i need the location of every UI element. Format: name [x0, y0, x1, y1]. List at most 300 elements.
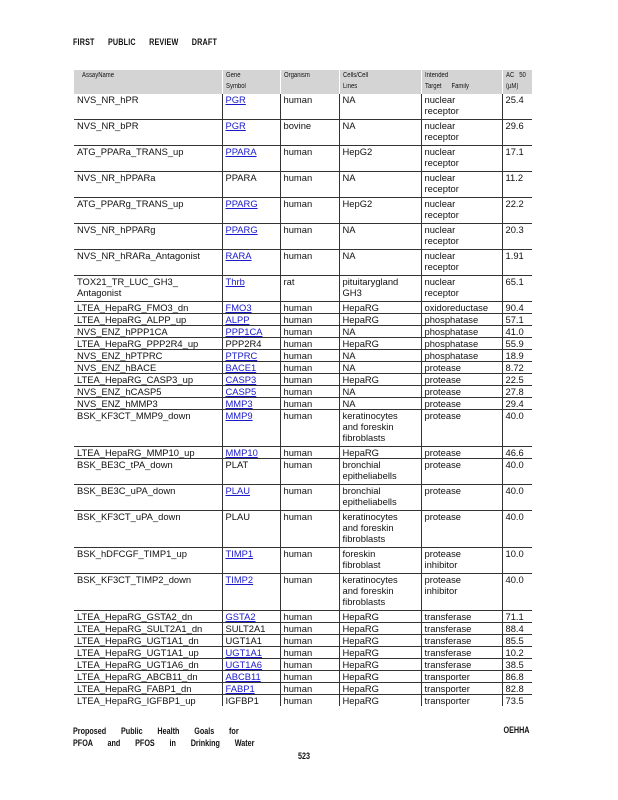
- cell-cells-text: HepaRG: [342, 659, 379, 670]
- cell-organism: [280, 548, 339, 574]
- table-row: [74, 548, 532, 574]
- cell-assay-name-text: BSK_KF3CT_uPA_down: [77, 511, 181, 522]
- gene-link[interactable]: PLAU: [225, 485, 250, 496]
- cell-organism-text: human: [283, 302, 313, 313]
- cell-assay-name: [74, 224, 222, 250]
- page-number: 523: [298, 751, 311, 761]
- cell-assay-name: [74, 647, 222, 659]
- cell-ac50-text: 27.8: [505, 386, 524, 397]
- cell-cells: [339, 635, 421, 647]
- cell-cells-text: HepG2: [342, 146, 373, 157]
- cell-assay-name: [74, 447, 222, 459]
- cell-organism: [280, 659, 339, 671]
- table-row: [74, 314, 532, 326]
- cell-cells-text: pituitarygland GH3: [342, 276, 399, 298]
- cell-cells: [339, 326, 421, 338]
- cell-cells-text: keratinocytes and foreskin fibroblasts: [342, 511, 398, 544]
- cell-gene-symbol[interactable]: [222, 410, 280, 447]
- cell-assay-name: [74, 623, 222, 635]
- cell-assay-name-text: NVS_ENZ_hPTPRC: [77, 350, 163, 361]
- cell-target-family: [421, 302, 502, 314]
- cell-organism-text: human: [283, 447, 313, 458]
- col-header-organism: Organism: [280, 70, 339, 94]
- cell-assay-name: [74, 459, 222, 485]
- cell-organism-text: human: [283, 659, 313, 670]
- cell-ac50-text: 18.9: [505, 350, 524, 361]
- cell-target-family-text: nuclear receptor: [424, 120, 459, 142]
- cell-assay-name-text: NVS_NR_hPPARg: [77, 224, 156, 235]
- cell-target-family-text: transporter: [424, 683, 470, 694]
- cell-target-family-text: protease: [424, 386, 461, 397]
- cell-cells: [339, 485, 421, 511]
- gene-link[interactable]: PGR: [225, 94, 246, 105]
- cell-organism: [280, 574, 339, 611]
- gene-link[interactable]: MMP10: [225, 447, 258, 458]
- cell-gene-symbol[interactable]: [222, 326, 280, 338]
- cell-gene-symbol[interactable]: [222, 574, 280, 611]
- col-header-ac50: AC 50 (µM): [502, 70, 532, 94]
- cell-assay-name-text: LTEA_HepaRG_SULT2A1_dn: [77, 623, 203, 634]
- cell-cells-text: NA: [342, 250, 356, 261]
- gene-link[interactable]: Thrb: [225, 276, 245, 287]
- cell-ac50-text: 29.4: [505, 398, 524, 409]
- cell-cells-text: HepaRG: [342, 623, 379, 634]
- cell-assay-name: [74, 338, 222, 350]
- cell-ac50: [502, 659, 532, 671]
- cell-ac50-text: 73.5: [505, 695, 524, 706]
- footer-org: OEHHA: [503, 725, 530, 735]
- cell-cells-text: bronchial epitheliabells: [342, 459, 397, 481]
- gene-text: SULT2A1: [225, 623, 266, 634]
- table-row: [74, 362, 532, 374]
- table-row: [74, 302, 532, 314]
- cell-gene-symbol[interactable]: [222, 683, 280, 695]
- cell-cells-text: NA: [342, 362, 356, 373]
- cell-target-family-text: phosphatase: [424, 314, 479, 325]
- cell-organism-text: human: [283, 671, 313, 682]
- table-row: [74, 250, 532, 276]
- cell-organism-text: human: [283, 250, 313, 261]
- table-header-row: [74, 70, 532, 94]
- cell-organism-text: human: [283, 485, 313, 496]
- cell-organism-text: human: [283, 683, 313, 694]
- cell-organism: [280, 314, 339, 326]
- gene-link[interactable]: MMP3: [225, 398, 253, 409]
- gene-text: PLAU: [225, 511, 250, 522]
- cell-assay-name-text: ATG_PPARg_TRANS_up: [77, 198, 184, 209]
- cell-cells: [339, 410, 421, 447]
- gene-link[interactable]: GSTA2: [225, 611, 256, 622]
- cell-assay-name-text: NVS_NR_hRARa_Antagonist: [77, 250, 200, 261]
- cell-target-family: [421, 172, 502, 198]
- cell-target-family: [421, 485, 502, 511]
- gene-link[interactable]: TIMP1: [225, 548, 254, 559]
- cell-gene-symbol[interactable]: [222, 94, 280, 120]
- cell-target-family: [421, 410, 502, 447]
- cell-organism: [280, 362, 339, 374]
- cell-target-family: [421, 695, 502, 707]
- cell-ac50-text: 90.4: [505, 302, 524, 313]
- cell-assay-name-text: BSK_KF3CT_TIMP2_down: [77, 574, 192, 585]
- footer-line-1: Proposed Public Health Goals for: [73, 726, 239, 736]
- table-row: [74, 326, 532, 338]
- col-header-target: Intended Target Family: [421, 70, 502, 94]
- cell-gene-symbol[interactable]: [222, 447, 280, 459]
- cell-cells-text: NA: [342, 326, 356, 337]
- cell-cells: [339, 659, 421, 671]
- cell-ac50-text: 57.1: [505, 314, 524, 325]
- cell-target-family: [421, 447, 502, 459]
- cell-ac50-text: 82.8: [505, 683, 524, 694]
- cell-organism: [280, 146, 339, 172]
- cell-cells: [339, 362, 421, 374]
- cell-gene-symbol[interactable]: [222, 374, 280, 386]
- gene-link[interactable]: RARA: [225, 250, 252, 261]
- cell-cells-text: HepaRG: [342, 695, 379, 706]
- cell-assay-name: [74, 671, 222, 683]
- cell-organism-text: human: [283, 314, 313, 325]
- cell-cells-text: NA: [342, 172, 356, 183]
- table-row: [74, 485, 532, 511]
- cell-cells: [339, 511, 421, 548]
- cell-ac50: [502, 635, 532, 647]
- cell-ac50: [502, 574, 532, 611]
- cell-assay-name: [74, 611, 222, 623]
- cell-target-family-text: protease inhibitor: [424, 548, 461, 570]
- cell-assay-name-text: NVS_ENZ_hBACE: [77, 362, 157, 373]
- cell-cells-text: NA: [342, 350, 356, 361]
- cell-organism-text: rat: [283, 276, 295, 287]
- cell-cells: [339, 224, 421, 250]
- cell-ac50: [502, 250, 532, 276]
- cell-organism: [280, 386, 339, 398]
- cell-gene-symbol: [222, 623, 280, 635]
- cell-organism-text: human: [283, 647, 313, 658]
- table-row: [74, 398, 532, 410]
- cell-organism: [280, 683, 339, 695]
- cell-cells: [339, 250, 421, 276]
- cell-target-family-text: nuclear receptor: [424, 224, 459, 246]
- cell-target-family: [421, 326, 502, 338]
- cell-ac50: [502, 326, 532, 338]
- cell-gene-symbol: [222, 695, 280, 707]
- cell-assay-name: [74, 695, 222, 707]
- cell-assay-name: [74, 362, 222, 374]
- gene-link[interactable]: PGR: [225, 120, 246, 131]
- cell-ac50: [502, 302, 532, 314]
- cell-organism: [280, 302, 339, 314]
- cell-target-family-text: transporter: [424, 695, 470, 706]
- table-row: [74, 635, 532, 647]
- cell-cells: [339, 386, 421, 398]
- cell-ac50-text: 40.0: [505, 511, 524, 522]
- cell-assay-name-text: LTEA_HepaRG_ABCB11_dn: [77, 671, 198, 682]
- cell-gene-symbol: [222, 172, 280, 198]
- cell-organism-text: human: [283, 350, 313, 361]
- cell-ac50-text: 10.2: [505, 647, 524, 658]
- cell-target-family: [421, 120, 502, 146]
- gene-link[interactable]: ALPP: [225, 314, 250, 325]
- cell-organism: [280, 326, 339, 338]
- gene-link[interactable]: UGT1A6: [225, 659, 262, 670]
- cell-target-family-text: transporter: [424, 671, 470, 682]
- cell-assay-name: [74, 276, 222, 302]
- gene-link[interactable]: PPARG: [225, 198, 258, 209]
- gene-link[interactable]: FABP1: [225, 683, 255, 694]
- cell-target-family: [421, 94, 502, 120]
- cell-organism-text: human: [283, 398, 313, 409]
- cell-target-family-text: protease: [424, 459, 461, 470]
- footer: [73, 725, 533, 749]
- cell-cells: [339, 314, 421, 326]
- table-row: [74, 683, 532, 695]
- cell-cells: [339, 647, 421, 659]
- cell-cells: [339, 611, 421, 623]
- cell-ac50-text: 25.4: [505, 94, 524, 105]
- cell-cells: [339, 459, 421, 485]
- cell-organism-text: human: [283, 146, 313, 157]
- gene-link[interactable]: BACE1: [225, 362, 257, 373]
- cell-cells: [339, 94, 421, 120]
- cell-organism-text: human: [283, 695, 313, 706]
- gene-text: PLAT: [225, 459, 249, 470]
- cell-target-family-text: phosphatase: [424, 326, 479, 337]
- col-header-cells: Cells/Cell Lines: [339, 70, 421, 94]
- cell-cells-text: NA: [342, 224, 356, 235]
- col-header-assay: AssayName: [74, 70, 222, 94]
- cell-organism: [280, 172, 339, 198]
- cell-gene-symbol[interactable]: [222, 671, 280, 683]
- cell-cells-text: HepaRG: [342, 683, 379, 694]
- cell-ac50-text: 1.91: [505, 250, 524, 261]
- cell-assay-name: [74, 659, 222, 671]
- cell-target-family: [421, 276, 502, 302]
- cell-cells-text: NA: [342, 120, 356, 131]
- cell-organism: [280, 224, 339, 250]
- cell-gene-symbol[interactable]: [222, 250, 280, 276]
- gene-link[interactable]: UGT1A1: [225, 647, 262, 658]
- cell-gene-symbol[interactable]: [222, 386, 280, 398]
- gene-link[interactable]: CASP5: [225, 386, 257, 397]
- cell-gene-symbol[interactable]: [222, 647, 280, 659]
- cell-organism: [280, 250, 339, 276]
- table-row: [74, 671, 532, 683]
- cell-gene-symbol[interactable]: [222, 314, 280, 326]
- cell-target-family-text: transferase: [424, 623, 472, 634]
- cell-target-family-text: phosphatase: [424, 338, 479, 349]
- cell-ac50-text: 85.5: [505, 635, 524, 646]
- cell-gene-symbol[interactable]: [222, 398, 280, 410]
- cell-gene-symbol[interactable]: [222, 224, 280, 250]
- cell-target-family-text: nuclear receptor: [424, 250, 459, 272]
- cell-organism-text: human: [283, 459, 313, 470]
- cell-organism: [280, 198, 339, 224]
- cell-assay-name-text: LTEA_HepaRG_IGFBP1_up: [77, 695, 196, 706]
- cell-cells: [339, 338, 421, 350]
- cell-assay-name: [74, 120, 222, 146]
- cell-gene-symbol[interactable]: [222, 548, 280, 574]
- cell-organism-text: human: [283, 574, 313, 585]
- cell-cells-text: HepaRG: [342, 647, 379, 658]
- table-row: [74, 574, 532, 611]
- table-row: [74, 120, 532, 146]
- cell-cells: [339, 398, 421, 410]
- cell-assay-name-text: LTEA_HepaRG_UGT1A1_up: [77, 647, 199, 658]
- cell-ac50-text: 40.0: [505, 485, 524, 496]
- cell-assay-name: [74, 198, 222, 224]
- cell-cells-text: HepaRG: [342, 447, 379, 458]
- table-row: [74, 94, 532, 120]
- cell-organism: [280, 671, 339, 683]
- cell-assay-name: [74, 548, 222, 574]
- table-row: [74, 350, 532, 362]
- gene-link[interactable]: MMP9: [225, 410, 253, 421]
- cell-assay-name-text: LTEA_HepaRG_UGT1A6_dn: [77, 659, 199, 670]
- cell-target-family-text: protease: [424, 447, 461, 458]
- cell-target-family: [421, 659, 502, 671]
- cell-cells: [339, 671, 421, 683]
- table-row: [74, 611, 532, 623]
- cell-ac50-text: 40.0: [505, 410, 524, 421]
- table-row: [74, 623, 532, 635]
- cell-target-family: [421, 548, 502, 574]
- cell-assay-name-text: LTEA_HepaRG_MMP10_up: [77, 447, 195, 458]
- cell-ac50: [502, 362, 532, 374]
- cell-gene-symbol[interactable]: [222, 659, 280, 671]
- cell-ac50-text: 10.0: [505, 548, 524, 559]
- cell-ac50: [502, 386, 532, 398]
- cell-cells-text: foreskin fibroblast: [342, 548, 381, 570]
- table-row: [74, 511, 532, 548]
- cell-cells: [339, 623, 421, 635]
- gene-link[interactable]: PPARA: [225, 146, 257, 157]
- cell-organism: [280, 94, 339, 120]
- cell-ac50-text: 86.8: [505, 671, 524, 682]
- cell-ac50: [502, 671, 532, 683]
- cell-organism: [280, 350, 339, 362]
- gene-link[interactable]: TIMP2: [225, 574, 254, 585]
- cell-gene-symbol[interactable]: [222, 611, 280, 623]
- cell-organism-text: human: [283, 224, 313, 235]
- cell-ac50-text: 29.6: [505, 120, 524, 131]
- table-row: [74, 146, 532, 172]
- cell-target-family-text: transferase: [424, 659, 472, 670]
- cell-assay-name: [74, 374, 222, 386]
- cell-ac50: [502, 447, 532, 459]
- gene-link[interactable]: CASP3: [225, 374, 257, 385]
- cell-organism: [280, 485, 339, 511]
- cell-assay-name: [74, 485, 222, 511]
- cell-organism-text: human: [283, 198, 313, 209]
- cell-ac50-text: 22.5: [505, 374, 524, 385]
- draft-header: FIRST PUBLIC REVIEW DRAFT: [73, 37, 217, 47]
- cell-gene-symbol[interactable]: [222, 146, 280, 172]
- table-row: [74, 172, 532, 198]
- cell-assay-name: [74, 350, 222, 362]
- cell-ac50: [502, 459, 532, 485]
- cell-assay-name-text: LTEA_HepaRG_FMO3_dn: [77, 302, 189, 313]
- table-row: [74, 338, 532, 350]
- cell-cells-text: NA: [342, 398, 356, 409]
- table-row: [74, 647, 532, 659]
- cell-assay-name: [74, 146, 222, 172]
- footer-line-2: PFOA and PFOS in Drinking Water: [73, 738, 255, 748]
- cell-organism: [280, 120, 339, 146]
- cell-ac50: [502, 623, 532, 635]
- cell-target-family: [421, 671, 502, 683]
- gene-link[interactable]: ABCB11: [225, 671, 261, 682]
- cell-ac50: [502, 314, 532, 326]
- cell-cells-text: keratinocytes and foreskin fibroblasts: [342, 410, 398, 443]
- cell-organism: [280, 398, 339, 410]
- cell-organism: [280, 611, 339, 623]
- cell-target-family: [421, 511, 502, 548]
- gene-link[interactable]: PPP1CA: [225, 326, 263, 337]
- gene-link[interactable]: PTPRC: [225, 350, 258, 361]
- cell-assay-name-text: LTEA_HepaRG_FABP1_dn: [77, 683, 192, 694]
- table-row: [74, 695, 532, 707]
- cell-organism-text: human: [283, 374, 313, 385]
- cell-gene-symbol: [222, 635, 280, 647]
- cell-assay-name: [74, 635, 222, 647]
- cell-target-family-text: protease: [424, 398, 461, 409]
- cell-ac50: [502, 374, 532, 386]
- cell-assay-name: [74, 314, 222, 326]
- table-row: [74, 224, 532, 250]
- cell-ac50-text: 20.3: [505, 224, 524, 235]
- cell-gene-symbol[interactable]: [222, 362, 280, 374]
- cell-organism: [280, 623, 339, 635]
- cell-target-family: [421, 374, 502, 386]
- cell-gene-symbol[interactable]: [222, 350, 280, 362]
- cell-target-family: [421, 398, 502, 410]
- cell-cells-text: HepaRG: [342, 635, 379, 646]
- cell-target-family: [421, 224, 502, 250]
- gene-link[interactable]: FMO3: [225, 302, 252, 313]
- cell-gene-symbol[interactable]: [222, 276, 280, 302]
- cell-cells: [339, 548, 421, 574]
- table-row: [74, 447, 532, 459]
- cell-organism-text: bovine: [283, 120, 312, 131]
- table-body: [74, 94, 532, 706]
- cell-gene-symbol[interactable]: [222, 485, 280, 511]
- cell-ac50: [502, 172, 532, 198]
- gene-link[interactable]: PPARG: [225, 224, 258, 235]
- cell-assay-name: [74, 326, 222, 338]
- cell-cells: [339, 120, 421, 146]
- cell-organism-text: human: [283, 611, 313, 622]
- cell-cells-text: HepG2: [342, 198, 373, 209]
- cell-cells: [339, 683, 421, 695]
- cell-ac50: [502, 338, 532, 350]
- cell-assay-name: [74, 94, 222, 120]
- cell-target-family-text: protease: [424, 485, 461, 496]
- cell-organism-text: human: [283, 94, 313, 105]
- table-row: [74, 276, 532, 302]
- cell-cells: [339, 574, 421, 611]
- cell-target-family-text: protease: [424, 410, 461, 421]
- gene-text: PPP2R4: [225, 338, 262, 349]
- cell-organism-text: human: [283, 326, 313, 337]
- cell-assay-name: [74, 398, 222, 410]
- cell-assay-name-text: BSK_BE3C_tPA_down: [77, 459, 173, 470]
- cell-organism-text: human: [283, 511, 313, 522]
- cell-gene-symbol[interactable]: [222, 120, 280, 146]
- cell-gene-symbol[interactable]: [222, 302, 280, 314]
- cell-assay-name-text: ATG_PPARa_TRANS_up: [77, 146, 184, 157]
- cell-assay-name: [74, 386, 222, 398]
- cell-gene-symbol[interactable]: [222, 198, 280, 224]
